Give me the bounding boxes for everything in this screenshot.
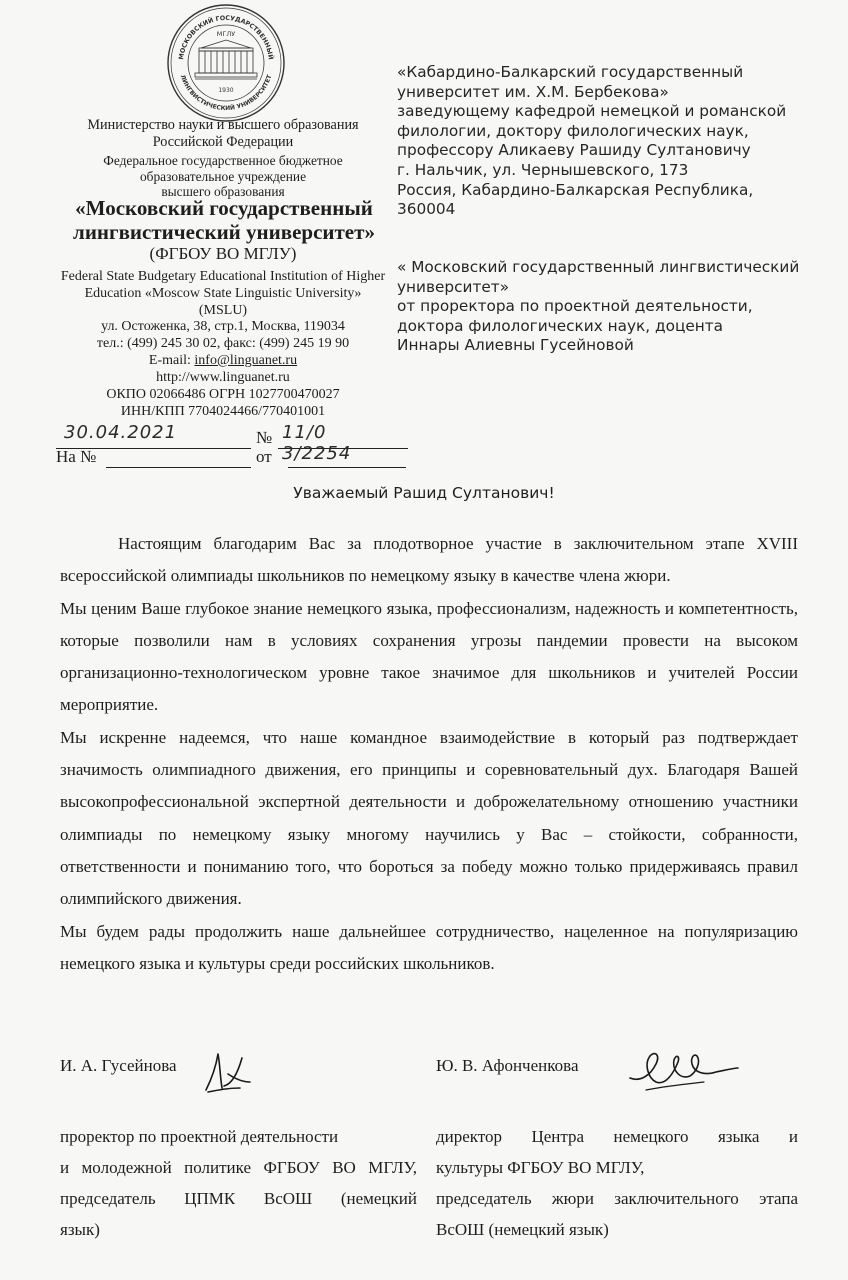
- institution-type-line: образовательное учреждение: [139, 168, 307, 184]
- building-icon: [195, 40, 257, 79]
- seal-year: 1930: [218, 87, 234, 94]
- institution-type: [58, 153, 388, 200]
- title-line: председатель жюри заключительного этапа: [436, 1189, 798, 1208]
- registry-codes: ОКПО 02066486 ОГРН 1027700470027: [106, 387, 340, 402]
- postal-address: ул. Остоженка, 38, стр.1, Москва, 119034: [101, 319, 345, 334]
- recipient-block: [397, 63, 807, 220]
- reply-label: На №: [56, 447, 97, 466]
- ministry-line: Российской Федерации: [152, 134, 294, 150]
- email-line: [58, 352, 388, 369]
- title-line: директор Центра немецкого языка и: [436, 1127, 798, 1146]
- seal-ring-top: МОСКОВСКИЙ ГОСУДАРСТВЕННЫЙ: [178, 14, 274, 61]
- handwritten-date: 30.04.2021: [64, 422, 178, 443]
- recipient-line: «Кабардино-Балкарский государственный: [397, 63, 744, 81]
- recipient-line: филологии, доктору филологических наук,: [397, 121, 749, 140]
- signatory-1-name: И. А. Гусейнова: [60, 1056, 177, 1075]
- tax-codes: ИНН/КПП 7704024466/770401001: [120, 404, 326, 419]
- salutation: Уважаемый Рашид Султанович!: [293, 484, 555, 502]
- body-paragraph: Мы будем рады продолжить наше дальнейшее сотрудничество, нацеленное на популяризацию немецкого языка и культуры среди российских школьников.: [60, 921, 798, 973]
- sender-block: [397, 258, 807, 356]
- body-paragraph: Мы искренне надеемся, что наше командное взаимодействие в который раз подтверждает значимость олимпиадного движения, его принципы и соревновательный дух. Благодаря Вашей высокопрофессиональной экспертной деятельности и доброжелательному отношению участники олимпиады по немецкому языку многому научились у Вас – стойкости, собранности, ответственности и пониманию того, что бороться за победу можно только придерживаясь правил олимпийского движения.: [60, 727, 798, 909]
- recipient-line: профессору Аликаеву Рашиду Султановичу: [397, 141, 751, 160]
- sender-line: Иннары Алиевны Гусейновой: [397, 336, 634, 355]
- university-name-line: «Московский государственный: [75, 196, 373, 220]
- seal-abbr: МГЛУ: [216, 30, 236, 38]
- english-name-line: (MSLU): [198, 303, 248, 318]
- recipient-line: 360004: [397, 200, 456, 219]
- title-line: ВсОШ (немецкий язык): [436, 1220, 609, 1239]
- reply-from-label: от: [256, 447, 272, 466]
- seal-ring-bottom: ЛИНГВИСТИЧЕСКИЙ УНИВЕРСИТЕТ: [178, 73, 274, 113]
- university-name-line: лингвистический университет»: [73, 220, 375, 244]
- ministry-line: Министерство науки и высшего образования: [87, 117, 359, 133]
- letter-body: [60, 528, 798, 980]
- signatory-2-name: Ю. В. Афонченкова: [436, 1056, 579, 1075]
- signatory-1-title: [60, 1121, 417, 1245]
- title-line: проректор по проектной деятельности: [60, 1127, 339, 1146]
- sender-line: университет»: [397, 277, 510, 296]
- title-line: и молодежной политике ФГБОУ ВО МГЛУ,: [60, 1158, 417, 1177]
- number-label: №: [256, 428, 273, 447]
- phone-fax: тел.: (499) 245 30 02, факс: (499) 245 19 90: [96, 336, 350, 351]
- signatory-2-title: [436, 1121, 798, 1245]
- institution-type-line: Федеральное государственное бюджетное: [103, 153, 343, 168]
- contact-block: [58, 318, 388, 420]
- university-short-name: (ФГБОУ ВО МГЛУ): [149, 244, 297, 263]
- title-line: председатель ЦПМК ВсОШ (немецкий: [60, 1189, 417, 1208]
- signature-2-image: [626, 1042, 741, 1096]
- title-line: культуры ФГБОУ ВО МГЛУ,: [436, 1158, 645, 1177]
- university-seal: [165, 2, 287, 124]
- reply-reference: [56, 447, 416, 469]
- english-name-line: Education «Moscow State Linguistic University»: [84, 286, 362, 301]
- recipient-line: Россия, Кабардино-Балкарская Республика,: [397, 180, 754, 199]
- handwritten-number: 11/0 3/2254: [282, 422, 352, 464]
- body-paragraph: Настоящим благодарим Вас за плодотворное участие в заключительном этапе XVIII всероссийской олимпиады школьников по немецкому языку в качестве члена жюри.: [60, 534, 798, 586]
- body-paragraph: Мы ценим Ваше глубокое знание немецкого языка, профессионализм, надежность и компетентность, которые позволили нам в условиях сохранения угрозы пандемии провести на высоком организационно-технологическом уровне такое значимое для школьников и учителей России мероприятие.: [60, 598, 798, 715]
- recipient-line: заведующему кафедрой немецкой и романской: [397, 102, 787, 121]
- sender-line: « Московский государственный лингвистический: [397, 258, 800, 276]
- sender-line: доктора филологических наук, доцента: [397, 316, 724, 335]
- signature-1-image: [198, 1048, 254, 1098]
- website-link[interactable]: http://www.linguanet.ru: [156, 370, 290, 385]
- recipient-line: г. Нальчик, ул. Чернышевского, 173: [397, 160, 689, 179]
- email-label: E-mail:: [148, 353, 195, 368]
- recipient-line: университет им. Х.М. Бербекова»: [397, 82, 669, 101]
- english-name: [53, 268, 393, 319]
- title-line: язык): [60, 1220, 100, 1239]
- institution-type-line: высшего образования: [161, 184, 285, 199]
- email-link[interactable]: info@linguanet.ru: [194, 353, 298, 368]
- english-name-line: Federal State Budgetary Educational Institution of Higher: [60, 269, 386, 284]
- sender-line: от проректора по проектной деятельности,: [397, 297, 753, 316]
- ministry-name: [58, 117, 388, 151]
- university-name: [54, 196, 394, 244]
